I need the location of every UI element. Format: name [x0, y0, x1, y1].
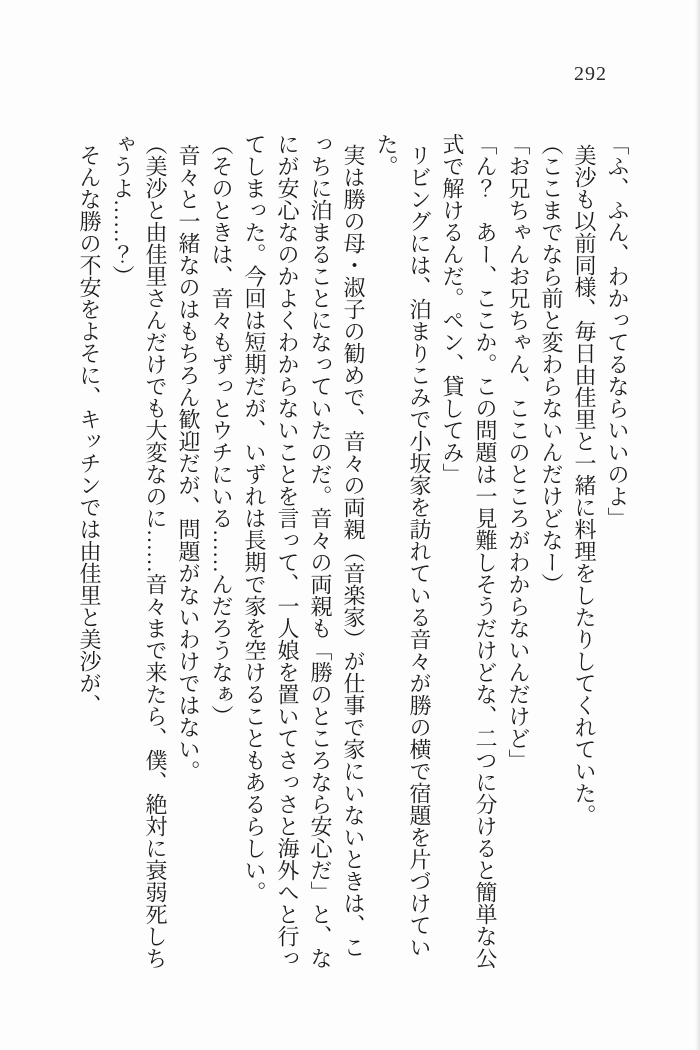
- paragraph: 実は勝の母・淑子の勧めで、音々の両親（音楽家）が仕事で家にいないときは、こっちに泊まることになっていたのだ。音々の両親も「勝のところなら安心だ」と、なにが安心なのかよくわからないことを言って、一人娘を置いてさっさと海外へと行ってしまった。今回は短期だが、いずれは長期で家を空けることもあるらしい。: [242, 133, 366, 969]
- paragraph: （ここまでなら前と変わらないんだけどなー）: [539, 133, 564, 595]
- text-block: [73, 133, 634, 973]
- paragraph: 美沙も以前同様、毎日由佳里と一緒に料理をしたりしてくれていた。: [572, 144, 597, 826]
- paragraph: 「ん？ あー、ここか。この問題は一見難しそうだけどな、二つに分けると簡単な公式で解けるんだ。ペン、貸してみ」: [440, 133, 498, 969]
- paragraph: （美沙と由佳里さんだけでも大変なのに……音々まで来たら、僕、絶対に衰弱死しちゃうよ……？）: [110, 133, 168, 969]
- page-number: 292: [574, 63, 607, 85]
- paragraph: そんな勝の不安をよそに、キッチンでは由佳里と美沙が、: [77, 144, 102, 716]
- paragraph: 音々と一緒なのはもちろん歓迎だが、問題がないわけではない。: [176, 144, 201, 782]
- paragraph: （そのときは、音々もずっとウチにいる……んだろうなぁ）: [209, 133, 234, 727]
- paragraph: 「お兄ちゃんお兄ちゃん、ここのところがわからないんだけど」: [506, 133, 531, 771]
- paragraph: リビングには、泊まりこみで小坂家を訪れている音々が勝の横で宿題を片づけていた。: [374, 133, 432, 958]
- scan-edge-shadow: [695, 0, 700, 1050]
- paragraph: 「ふ、ふん、わかってるならいいのよ」: [605, 133, 630, 529]
